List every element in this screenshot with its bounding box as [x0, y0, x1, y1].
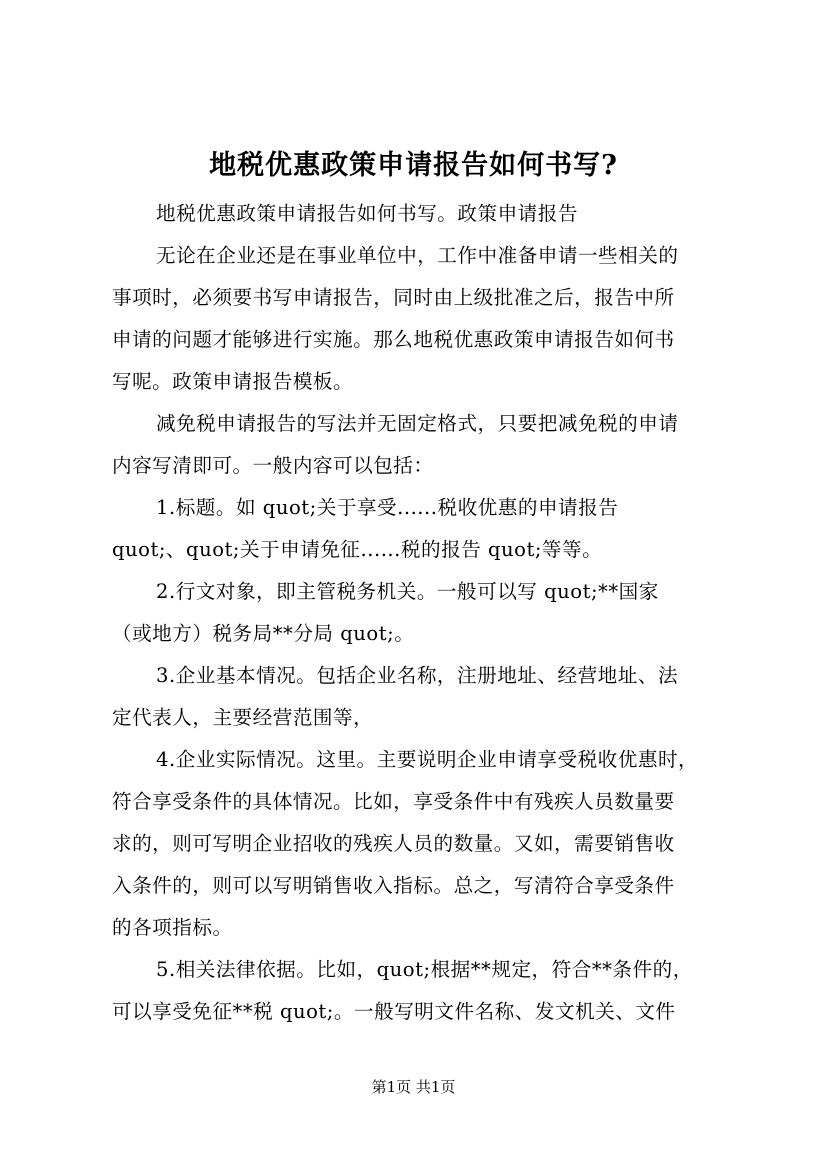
paragraph-line: 2.行文对象，即主管税务机关。一般可以写 quot;**国家	[156, 580, 659, 603]
paragraph-line: 地税优惠政策申请报告如何书写。政策申请报告	[156, 202, 578, 225]
paragraph-line: 5.相关法律依据。比如，quot;根据**规定，符合**条件的，	[156, 958, 693, 981]
document-title: 地税优惠政策申请报告如何书写?	[209, 150, 618, 181]
page-footer: 第1页 共1页	[371, 1078, 456, 1096]
paragraph-line: 无论在企业还是在事业单位中，工作中准备申请一些相关的	[156, 244, 679, 267]
paragraph-line: 1.标题。如 quot;关于享受......税收优惠的申请报告	[156, 496, 619, 519]
paragraph-line: 的各项指标。	[112, 916, 233, 939]
paragraph-line: quot;、quot;关于申请免征......税的报告 quot;等等。	[112, 538, 603, 561]
paragraph-line: 内容写清即可。一般内容可以包括：	[112, 454, 434, 477]
paragraph-line: 4.企业实际情况。这里。主要说明企业申请享受税收优惠时，	[156, 748, 699, 771]
paragraph-line: 可以享受免征**税 quot;。一般写明文件名称、发文机关、文件	[112, 1000, 676, 1023]
paragraph-line: 符合享受条件的具体情况。比如，享受条件中有残疾人员数量要	[112, 790, 675, 813]
paragraph-line: 入条件的，则可以写明销售收入指标。总之，写清符合享受条件	[112, 874, 675, 897]
paragraph-line: 3.企业基本情况。包括企业名称，注册地址、经营地址、法	[156, 664, 679, 687]
paragraph-line: 申请的问题才能够进行实施。那么地税优惠政策申请报告如何书	[112, 328, 675, 351]
paragraph-line: 求的，则可写明企业招收的残疾人员的数量。又如，需要销售收	[112, 832, 675, 855]
document-body	[112, 193, 724, 1033]
paragraph-line: 事项时，必须要书写申请报告，同时由上级批准之后，报告中所	[112, 286, 675, 309]
paragraph-line: （或地方）税务局**分局 quot;。	[112, 622, 415, 645]
paragraph-line: 写呢。政策申请报告模板。	[112, 370, 354, 393]
paragraph-line: 减免税申请报告的写法并无固定格式，只要把减免税的申请	[156, 412, 679, 435]
paragraph-line: 定代表人，主要经营范围等，	[112, 706, 374, 729]
